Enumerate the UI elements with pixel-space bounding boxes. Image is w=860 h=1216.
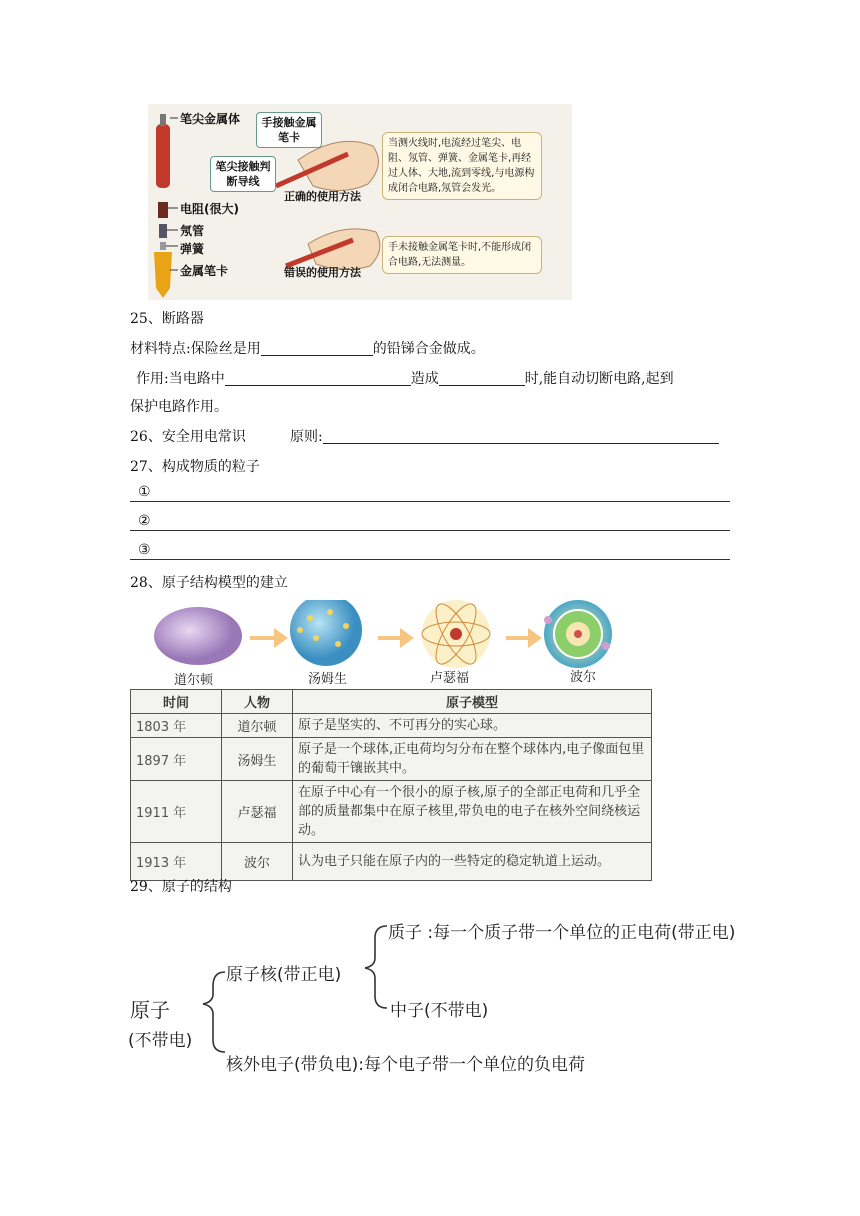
row-time: 1897 年 — [131, 738, 222, 781]
particle-line-2[interactable] — [130, 530, 730, 531]
model-label-bohr: 波尔 — [570, 670, 597, 685]
table-row — [131, 738, 652, 781]
row-person: 波尔 — [222, 843, 293, 881]
model-label-dalton: 道尔顿 — [174, 673, 214, 688]
material-text-post: 的铅锑合金做成。 — [372, 341, 485, 357]
particle-item-1: ① — [138, 484, 151, 500]
header-person: 人物 — [222, 690, 293, 714]
neutron-label: 中子(不带电) — [390, 1001, 489, 1021]
row-model: 原子是一个球体,正电荷均匀分布在整个球体内,电子像面包里的葡萄干镶嵌其中。 — [293, 738, 652, 781]
pen-part-resistor: 电阻(很大) — [180, 202, 239, 216]
atom-label: 原子 — [130, 998, 170, 1022]
correct-usage-label: 正确的使用方法 — [284, 190, 361, 203]
function-text-pre: 作用:当电路中 — [136, 371, 225, 387]
principle-label: 原则: — [290, 429, 323, 445]
test-pen-figure — [148, 104, 572, 300]
section-28-title: 28、原子结构模型的建立 — [130, 575, 288, 591]
table-row — [131, 781, 652, 843]
electron-description: 核外电子(带负电):每个电子带一个单位的负电荷 — [226, 1055, 585, 1075]
row-person: 道尔顿 — [222, 714, 293, 738]
row-time: 1913 年 — [131, 843, 222, 881]
box-hand-touch: 手接触金属笔卡 — [256, 112, 322, 148]
box-tip-touch: 笔尖接触判断导线 — [210, 156, 276, 192]
row-time: 1803 年 — [131, 714, 222, 738]
pen-part-neon: 氖管 — [180, 224, 205, 238]
table-row — [131, 843, 652, 881]
section-26-title: 26、安全用电常识 — [130, 429, 246, 445]
header-time: 时间 — [131, 690, 222, 714]
section-25-title: 25、断路器 — [130, 311, 204, 327]
function-blank-1[interactable] — [225, 370, 411, 386]
model-label-thomson: 汤姆生 — [308, 672, 348, 687]
table-row — [131, 714, 652, 738]
function-text-post: 时,能自动切断电路,起到 — [524, 371, 674, 387]
section-27-title: 27、构成物质的粒子 — [130, 459, 260, 475]
note-correct-usage: 当测火线时,电流经过笔尖、电阻、氖管、弹簧、金属笔卡,再经过人体、大地,流到零线,与电源构成闭合电路,氖管会发光。 — [382, 132, 542, 200]
row-model: 在原子中心有一个很小的原子核,原子的全部正电荷和几乎全部的质量都集中在原子核里,带负电的电子在核外空间绕核运动。 — [293, 781, 652, 843]
pen-part-clip: 金属笔卡 — [180, 264, 229, 278]
wrong-usage-label: 错误的使用方法 — [284, 266, 361, 279]
section-29-title: 29、原子的结构 — [130, 879, 232, 895]
principle-blank[interactable] — [323, 428, 719, 444]
particle-line-1[interactable] — [130, 501, 730, 502]
section-26-principle — [290, 428, 719, 446]
particle-item-3: ③ — [138, 542, 151, 558]
function-blank-2[interactable] — [439, 370, 525, 386]
function-text-mid: 造成 — [410, 371, 439, 387]
particle-line-3[interactable] — [130, 559, 730, 560]
pen-part-spring: 弹簧 — [180, 242, 205, 256]
pen-part-tip: 笔尖金属体 — [180, 112, 241, 126]
section-25-material — [130, 340, 485, 358]
atom-model-history-table — [130, 689, 652, 881]
header-model: 原子模型 — [293, 690, 652, 714]
row-person: 卢瑟福 — [222, 781, 293, 843]
row-time: 1911 年 — [131, 781, 222, 843]
particle-item-2: ② — [138, 513, 151, 529]
proton-description: 质子 :每一个质子带一个单位的正电荷(带正电) — [388, 923, 736, 943]
row-model: 认为电子只能在原子内的一些特定的稳定轨道上运动。 — [293, 843, 652, 881]
section-25-function — [136, 370, 674, 388]
atom-models-illustration — [150, 600, 650, 668]
section-25-function-cont: 保护电路作用。 — [130, 399, 228, 415]
row-person: 汤姆生 — [222, 738, 293, 781]
nucleus-label: 原子核(带正电) — [226, 965, 342, 985]
material-text-pre: 材料特点:保险丝是用 — [130, 341, 261, 357]
row-model: 原子是坚实的、不可再分的实心球。 — [293, 714, 652, 738]
note-wrong-usage: 手未接触金属笔卡时,不能形成闭合电路,无法测量。 — [382, 236, 542, 274]
model-label-rutherford: 卢瑟福 — [430, 671, 470, 686]
material-blank[interactable] — [261, 340, 373, 356]
atom-charge-note: (不带电) — [128, 1031, 193, 1051]
table-header-row — [131, 690, 652, 714]
